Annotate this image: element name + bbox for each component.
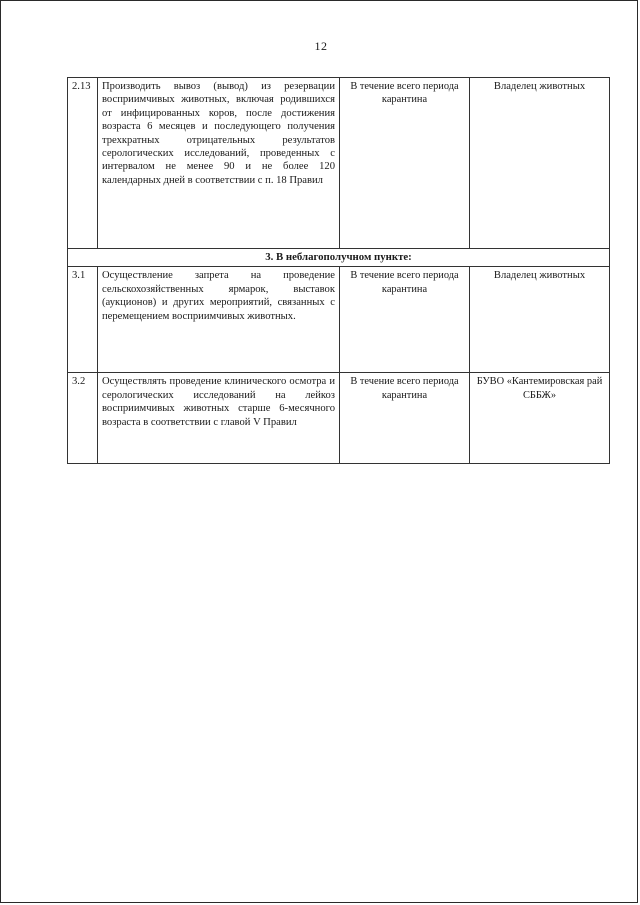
row-number: 3.2 [68, 373, 98, 464]
page-number: 12 [314, 39, 328, 53]
row-term: В течение всего периода карантина [340, 373, 470, 464]
row-action: Осуществление запрета на проведение сельскохозяйственных ярмарок, выставок (аукционов) и других мероприятий, связанных с перемещением восприимчивых животных. [98, 267, 340, 373]
section-header-row [68, 249, 610, 267]
table-row [68, 373, 610, 464]
row-term: В течение всего периода карантина [340, 267, 470, 373]
row-responsible: Владелец животных [470, 267, 610, 373]
row-number: 2.13 [68, 78, 98, 249]
row-action: Осуществлять проведение клинического осмотра и серологических исследований на лейкоз восприимчивых животных старше 6-месячного возраста в соответствии с главой V Правил [98, 373, 340, 464]
row-responsible: Владелец животных [470, 78, 610, 249]
table-row [68, 267, 610, 373]
row-action: Производить вывоз (вывод) из резервации восприимчивых животных, включая родившихся от инфицированных коров, после достижения возраста 6 месяцев и последующего получения трехкратных отрицательных результатов серологических исследований, проведенных с интервалом не менее 90 и не более 120 календарных дней в соответствии с п. 18 Правил [98, 78, 340, 249]
table-row [68, 78, 610, 249]
row-responsible: БУВО «Кантемировская рай СББЖ» [470, 373, 610, 464]
section-title: 3. В неблагополучном пункте: [68, 249, 610, 267]
measures-table [67, 77, 610, 464]
row-term: В течение всего периода карантина [340, 78, 470, 249]
row-number: 3.1 [68, 267, 98, 373]
